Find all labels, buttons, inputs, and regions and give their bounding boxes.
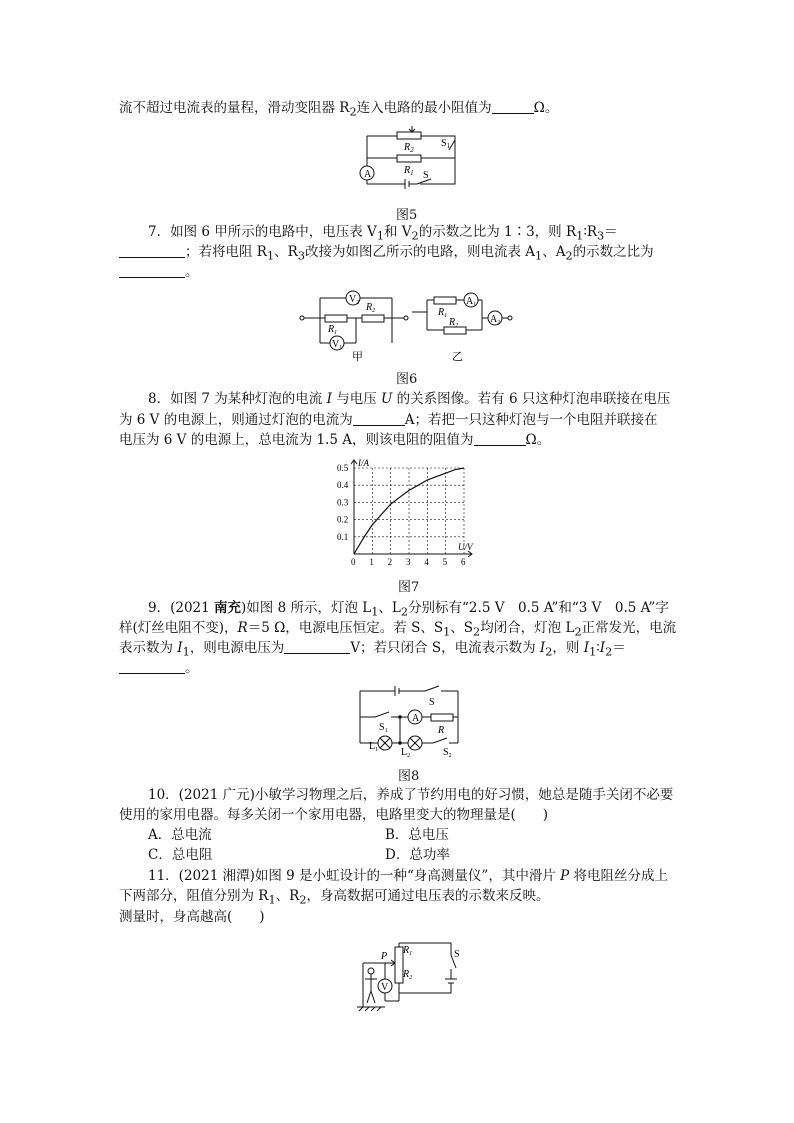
x-tick-label: 0: [351, 557, 356, 567]
answer-blank[interactable]: [119, 243, 185, 258]
y-tick-label: 0.4: [337, 480, 349, 491]
svg-text:乙: 乙: [452, 351, 463, 363]
svg-text:S2: $S_2$: [443, 747, 452, 759]
x-tick-label: 6: [461, 557, 466, 567]
x-tick-label: 4: [424, 557, 429, 567]
x-tick-label: 2: [387, 557, 393, 567]
svg-text:S: S: [429, 697, 435, 708]
svg-text:A2: $A_2$: [490, 314, 501, 326]
svg-text:S: S: [423, 170, 429, 181]
q7-line2: ；若将电阻 $R_1$、$R_3$改接为如图乙所示的电路，则电流表 $A_1$、$A_2$的示数之比为: [119, 242, 654, 267]
q7-line3: 。: [119, 262, 199, 282]
q11-line1: 11．(2021 湘潭)如图 9 是小虹设计的一种“身高测量仪”，其中滑片 P 将电阻丝分成上: [148, 868, 669, 884]
svg-text:R1: $R_1$: [438, 307, 448, 319]
q10-line2: 使用的家用电器。每多关闭一个家用电器，电路里变大的物理量是( ): [119, 807, 549, 823]
figure-8-circuit: [355, 683, 475, 758]
y-tick-label: 0.5: [337, 463, 349, 473]
svg-text:R: R: [438, 725, 445, 736]
q8-line3: 电压为 6 V 的电源上，总电流为 1.5 A，则该电阻的阻值为 Ω。: [119, 432, 551, 448]
y-tick-label: 0.1: [337, 531, 349, 542]
svg-text:R1: $R_1$: [403, 945, 413, 957]
svg-text:R2: $R_2$: [404, 142, 414, 154]
q9-line3: 表示数为 $I_1$，则电源电压为 V；若只闭合 S，电流表示数为 $I_2$，则 $I_1∶I_2=$: [119, 640, 626, 659]
figure-7-caption: 图7: [398, 580, 420, 595]
q8-line2: 为 6 V 的电源上，则通过灯泡的电流为 A；若把一只这种灯泡与一个电阻并联接在: [119, 412, 658, 428]
figure-5-caption: 图5: [396, 208, 418, 223]
x-tick-label: 1: [369, 557, 374, 567]
svg-text:甲: 甲: [352, 351, 363, 363]
q8-line1: 8．如图 7 为某种灯泡的电流 I 与电压 U 的关系图像。若有 6 只这种灯泡串联接在电压: [148, 391, 671, 407]
svg-text:R2: $R_2$: [366, 302, 376, 314]
q10-option-a[interactable]: A．总电流: [148, 827, 212, 843]
answer-blank[interactable]: [353, 411, 405, 426]
q9-line2: 样(灯丝电阻不变)，R＝5 Ω，电源电压恒定。若 S、$S_1$、$S_2$均闭合，灯泡 $L_2$正常发光，电流: [119, 620, 677, 639]
svg-text:R1: $R_1$: [328, 324, 338, 336]
figure-5-circuit: [355, 126, 475, 196]
q11-line3: 测量时，身高越高( ): [119, 909, 265, 925]
ammeter-symbol: A: [364, 169, 372, 180]
q9-line4: 。: [119, 658, 199, 678]
svg-text:L2: $L_2$: [401, 747, 411, 759]
figure-6-caption: 图6: [396, 372, 418, 387]
y-tick-label: 0.3: [337, 497, 349, 508]
q9-line1: 9．(2021 南充)如图 8 所示，灯泡 $L_1$、$L_2$分别标有“2.5 V 0.5 A”和“3 V 0.5 A”字: [148, 600, 669, 619]
answer-blank[interactable]: [119, 263, 185, 278]
svg-text:S1: $S_1$: [441, 138, 451, 150]
x-tick-label: 3: [406, 557, 411, 567]
figure-9-circuit: [355, 935, 470, 1015]
figure-8-caption: 图8: [398, 769, 420, 784]
x-axis-label: U/V: [458, 542, 473, 552]
q7-line1: 7．如图 6 甲所示的电路中，电压表 $V_1$和 $V_2$的示数之比为 1∶3，则 $R_1∶R_3=$: [148, 224, 618, 243]
q10-option-c[interactable]: C．总电阻: [148, 847, 213, 863]
svg-text:R2: $R_2$: [449, 317, 459, 329]
answer-blank[interactable]: [492, 99, 534, 114]
y-tick-label: 0.2: [337, 514, 349, 525]
figure-6-circuits: [292, 288, 517, 363]
svg-text:R2: $R_2$: [403, 969, 413, 981]
q10-option-b[interactable]: B．总电压: [385, 827, 449, 843]
svg-text:V1: $V_1$: [332, 339, 343, 351]
voltmeter-symbol: V: [381, 982, 389, 993]
q6-tail: 流不超过电流表的量程，滑动变阻器 $R_2$连入电路的最小阻值为 Ω。: [119, 100, 559, 119]
q11-line2: 下两部分，阻值分别为 $R_1$、$R_2$，身高数据可通过电压表的示数来反映。: [119, 888, 550, 907]
svg-text:S: S: [454, 949, 460, 960]
q10-option-d[interactable]: D．总功率: [385, 847, 450, 863]
svg-text:A1: $A_1$: [466, 296, 477, 308]
svg-text:L1: $L_1$: [369, 741, 379, 753]
svg-text:S1: $S_1$: [379, 722, 388, 734]
svg-text:P: P: [381, 951, 388, 962]
answer-blank[interactable]: [284, 639, 350, 654]
figure-7-chart: [332, 454, 482, 574]
y-axis-label: I/A: [358, 458, 369, 468]
svg-text:V2: $V_2$: [349, 294, 360, 306]
ammeter-symbol: A: [412, 713, 420, 724]
answer-blank[interactable]: [119, 659, 185, 674]
x-tick-label: 5: [442, 557, 448, 567]
answer-blank[interactable]: [474, 431, 526, 446]
q10-line1: 10．(2021 广元)小敏学习物理之后，养成了节约用电的好习惯，她总是随手关闭不必要: [148, 787, 674, 803]
svg-text:R1: $R_1$: [404, 165, 414, 177]
